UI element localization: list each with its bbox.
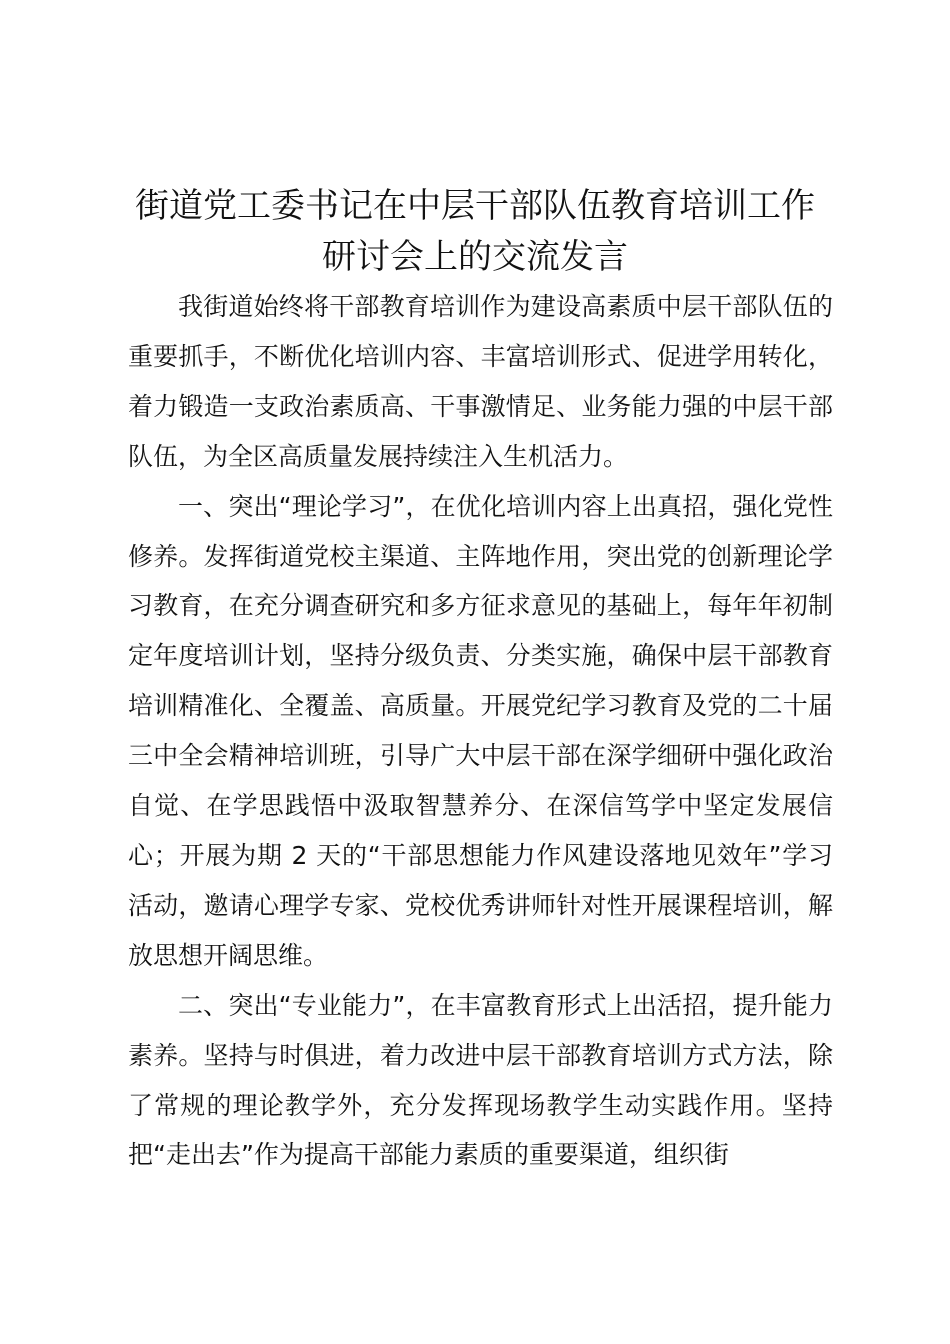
paragraph-intro: 我街道始终将干部教育培训作为建设高素质中层干部队伍的重要抓手，不断优化培训内容、丰富培训形式、促进学用转化，着力锻造一支政治素质高、干事激情足、业务能力强的中层干部队伍，为全区高质量发展持续注入生机活力。 <box>128 292 833 471</box>
title-line-1: 街道党工委书记在中层干部队伍教育培训工作 <box>135 186 815 226</box>
paragraph-section-one: 一、突出“理论学习”，在优化培训内容上出真招，强化党性修养。发挥街道党校主渠道、主阵地作用，突出党的创新理论学习教育，在充分调查研究和多方征求意见的基础上，每年年初制定年度培训计划，坚持分级负责、分类实施，确保中层干部教育培训精准化、全覆盖、高质量。开展党纪学习教育及党的二十届三中全会精神培训班，引导广大中层干部在深学细研中强化政治自觉、在学思践悟中汲取智慧养分、在深信笃学中坚定发展信心；开展为期 2 天的“干部思想能力作风建设落地见效年”学习活动，邀请心理学专家、党校优秀讲师针对性开展课程培训，解放思想开阔思维。 <box>128 491 833 970</box>
paragraph-section-two: 二、突出“专业能力”，在丰富教育形式上出活招，提升能力素养。坚持与时俱进，着力改进中层干部教育培训方式方法，除了常规的理论教学外，充分发挥现场教学生动实践作用。坚持把“走出去”作为提高干部能力素质的重要渠道，组织街 <box>128 990 833 1170</box>
title-line-2: 研讨会上的交流发言 <box>322 237 628 277</box>
document-body <box>128 282 833 1180</box>
document-title <box>110 181 840 283</box>
